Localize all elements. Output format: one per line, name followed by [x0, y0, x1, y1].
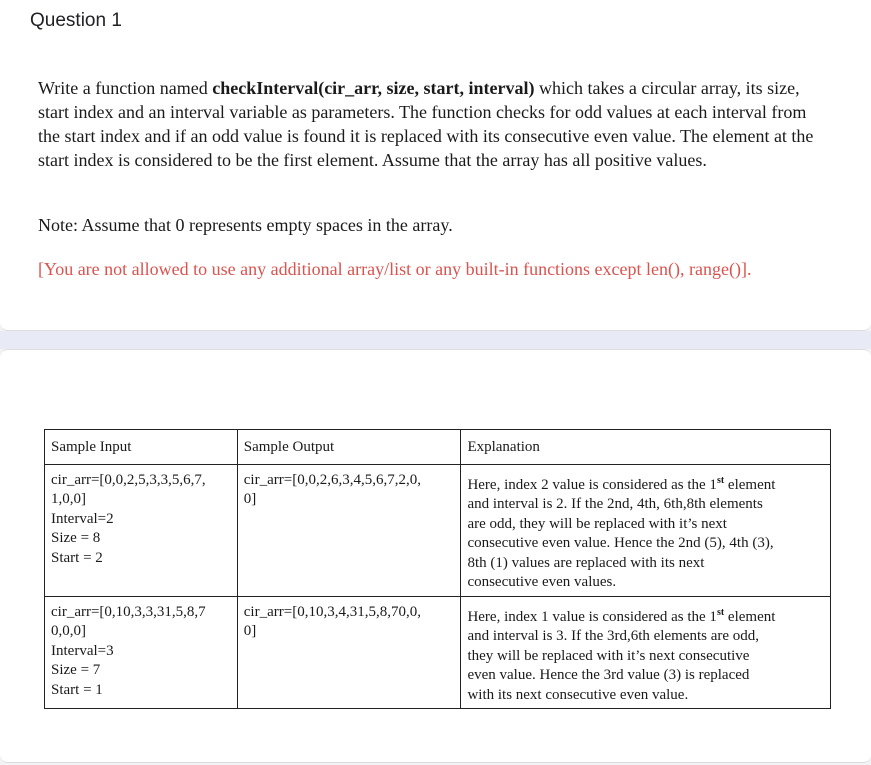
note-text: Note: Assume that 0 represents empty spaces in the array. [38, 215, 453, 235]
explanation-line: consecutive even values. [467, 574, 617, 590]
table-row [45, 464, 831, 596]
function-signature: checkInterval(cir_arr, size, start, interval) [212, 78, 535, 98]
input-line: Start = 2 [51, 549, 103, 566]
output-line: cir_arr=[0,0,2,6,3,4,5,6,7,2,0, [243, 471, 421, 488]
input-line: cir_arr=[0,10,3,3,31,5,8,7 [51, 603, 206, 620]
question-prompt [38, 76, 828, 172]
input-line: Size = 8 [51, 530, 101, 546]
sample-output-cell [237, 596, 461, 709]
header-sample-input: Sample Input [45, 430, 238, 465]
input-line: 0,0,0] [51, 623, 86, 639]
explanation-line: Here, index 2 value is considered as the 1st element [467, 474, 776, 493]
explanation-line: and interval is 3. If the 3rd,6th elements are odd, [467, 628, 760, 644]
input-line: cir_arr=[0,0,2,5,3,3,5,6,7, [51, 471, 206, 488]
output-line: 0] [243, 491, 257, 507]
prompt-body: which takes a circular array, its size, start index and an interval variable as parameters. The function checks for odd values at each interval from the start index and if an odd value is found it is replaced with its consecutive even value. The element at the start index is considered to be the first element. Assume that the array has all positive values. [38, 78, 814, 170]
sample-output-cell [237, 464, 461, 596]
sample-input-cell [45, 464, 238, 596]
table-row [45, 596, 831, 709]
input-line: Size = 7 [51, 662, 101, 678]
explanation-line: with its next consecutive even value. [467, 686, 689, 703]
explanation-cell [461, 464, 831, 596]
explanation-line: even value. Hence the 3rd value (3) is replaced [467, 667, 750, 683]
input-line: Interval=2 [51, 510, 114, 527]
explanation-cell [461, 596, 831, 709]
output-line: cir_arr=[0,10,3,4,31,5,8,70,0, [243, 603, 421, 620]
input-line: Interval=3 [51, 642, 114, 659]
samples-table [44, 429, 831, 709]
explanation-line: they will be replaced with it’s next consecutive [467, 647, 750, 664]
header-explanation: Explanation [461, 430, 831, 465]
input-line: 1,0,0] [51, 491, 86, 507]
prompt-intro: Write a function named [38, 78, 213, 98]
section-divider [0, 331, 871, 349]
question-card [0, 0, 871, 331]
table-header-row [45, 430, 831, 465]
explanation-line: are odd, they will be replaced with it’s next [467, 515, 727, 532]
restriction-text: [You are not allowed to use any additional array/list or any built-in functions except len(), range()]. [38, 259, 752, 279]
explanation-line: and interval is 2. If the 2nd, 4th, 6th,8th elements [467, 496, 763, 512]
explanation-line: Here, index 1 value is considered as the 1st element [467, 606, 776, 625]
output-line: 0] [243, 623, 257, 639]
sample-input-cell [45, 596, 238, 709]
explanation-line: 8th (1) values are replaced with its next [467, 554, 705, 571]
explanation-line: consecutive even value. Hence the 2nd (5), 4th (3), [467, 535, 774, 551]
question-title: Question 1 [30, 10, 122, 31]
input-line: Start = 1 [51, 681, 103, 698]
header-sample-output: Sample Output [237, 430, 461, 465]
